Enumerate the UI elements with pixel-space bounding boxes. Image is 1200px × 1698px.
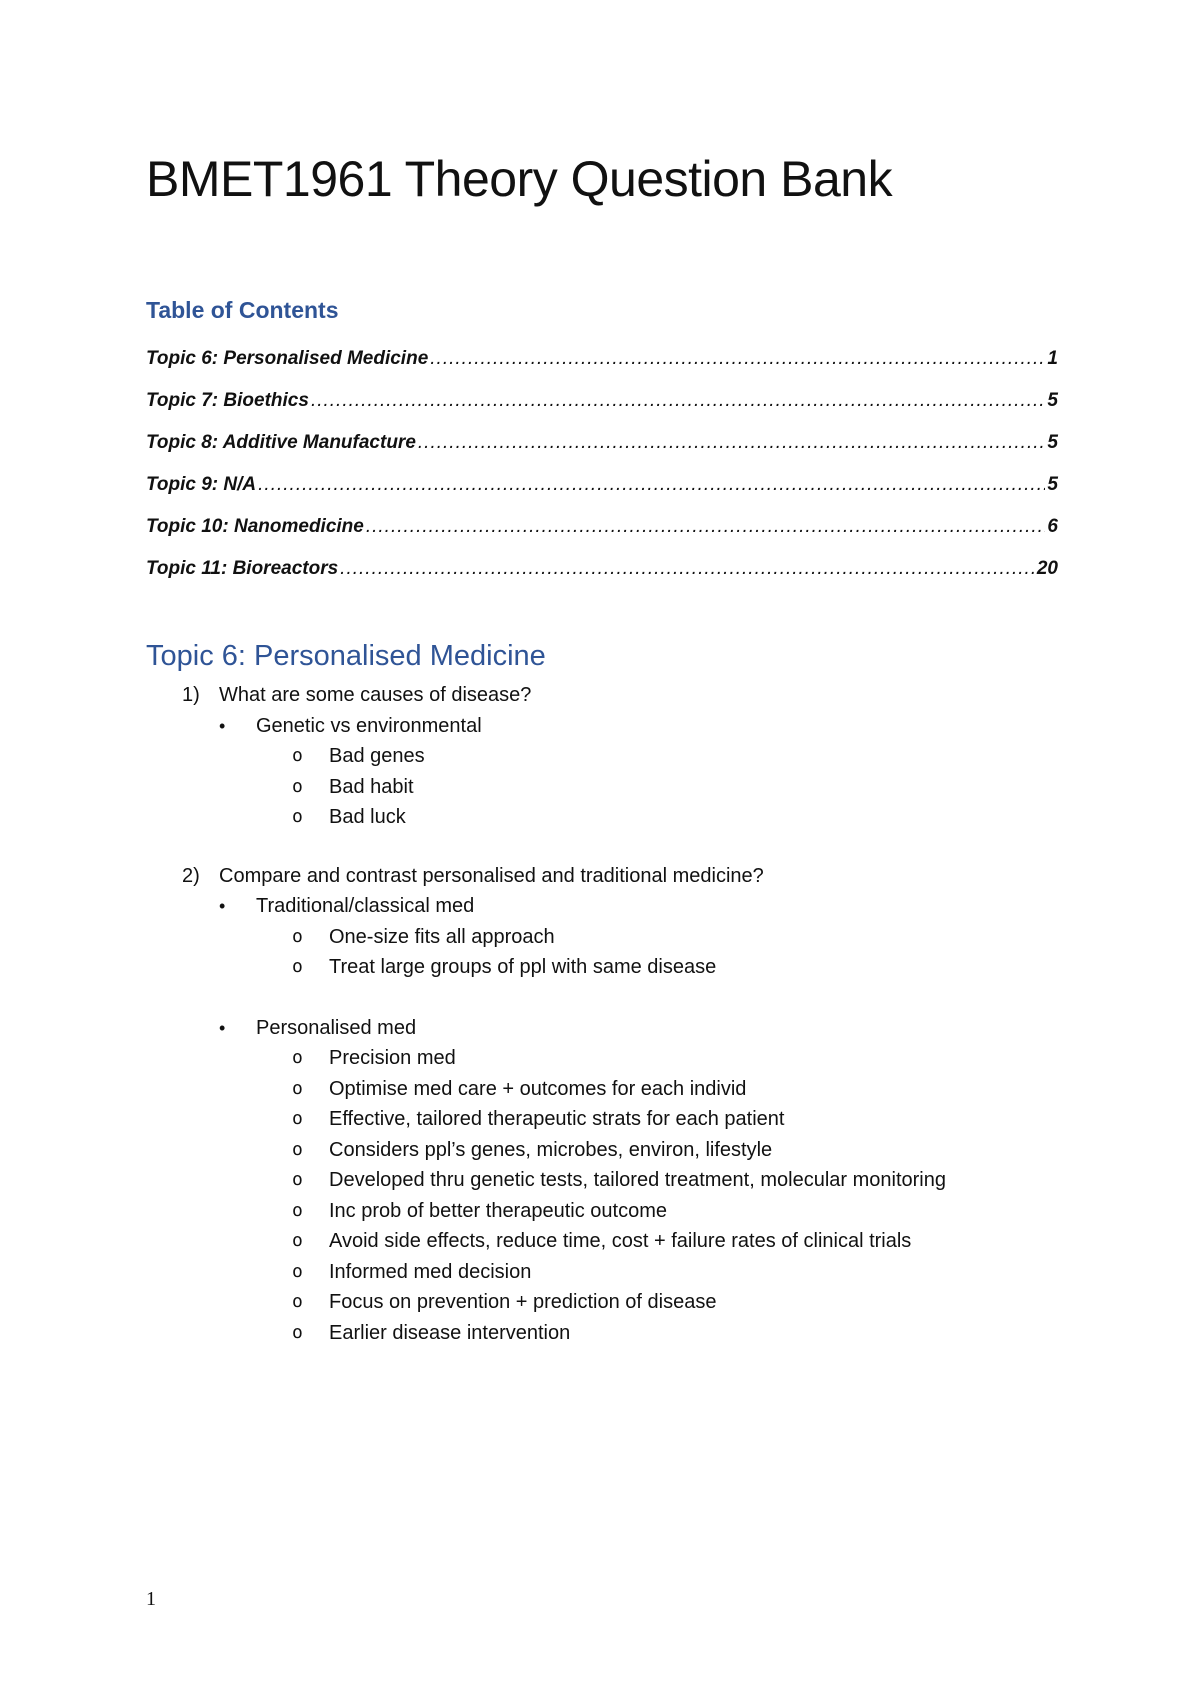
- sub-bullet-marker: o: [292, 745, 303, 766]
- sub-bullet-item: [146, 1104, 1076, 1135]
- toc-entry-label: Topic 8: Additive Manufacture: [146, 432, 416, 453]
- sub-bullet-text: Treat large groups of ppl with same disease: [329, 956, 717, 978]
- toc-entry[interactable]: [146, 558, 1058, 600]
- question-item: [146, 861, 1076, 1349]
- question-number: 1): [182, 684, 200, 706]
- toc-entry-label: Topic 9: N/A: [146, 474, 257, 495]
- sub-bullet-marker: o: [292, 775, 303, 797]
- sub-bullet-item: [146, 772, 1076, 803]
- toc-dot-leader: [418, 432, 1046, 454]
- sub-bullet-text: Effective, tailored therapeutic strats for each patient: [329, 1108, 785, 1130]
- sub-bullet-text: Bad genes: [329, 745, 425, 767]
- bullet-text: Genetic vs environmental: [256, 714, 482, 737]
- sub-bullet-marker: o: [292, 1047, 303, 1068]
- toc-entry[interactable]: [146, 516, 1058, 558]
- bullet-item: [146, 891, 1076, 983]
- sub-bullet-item: [146, 1196, 1076, 1227]
- sub-bullet-marker: o: [292, 1199, 303, 1221]
- sub-bullet-item: [146, 922, 1076, 953]
- sub-bullet-list: [146, 922, 1076, 983]
- bullet-text: Personalised med: [256, 1016, 417, 1039]
- toc-entry-label: Topic 7: Bioethics: [146, 390, 309, 411]
- toc-entry-page: 20: [1036, 558, 1058, 579]
- bullet-line: [146, 711, 1076, 742]
- question-line: [146, 680, 1076, 711]
- toc-entry-page: 5: [1047, 474, 1058, 495]
- bullet-item: [146, 711, 1076, 833]
- toc-entry-label: Topic 6: Personalised Medicine: [146, 348, 429, 369]
- bullet-item: [146, 1013, 1076, 1349]
- bullet-text: Traditional/classical med: [256, 895, 475, 917]
- table-of-contents: [146, 348, 1058, 600]
- sub-bullet-text: Inc prob of better therapeutic outcome: [329, 1199, 667, 1222]
- toc-entry[interactable]: [146, 348, 1058, 390]
- sub-bullet-item: [146, 802, 1076, 833]
- toc-dot-leader: [311, 390, 1045, 412]
- sub-bullet-marker: o: [292, 1260, 303, 1282]
- toc-entry-page: 5: [1047, 432, 1058, 453]
- sub-bullet-item: [146, 1257, 1076, 1288]
- bullet-line: [146, 891, 1076, 922]
- sub-bullet-item: [146, 1074, 1076, 1105]
- sub-bullet-marker: o: [292, 1077, 303, 1099]
- sub-bullet-text: Bad habit: [329, 775, 414, 798]
- sub-bullet-item: [146, 741, 1076, 772]
- question-line: [146, 861, 1076, 892]
- sub-bullet-item: [146, 1226, 1076, 1257]
- bullet-list: [146, 891, 1076, 1348]
- toc-entry[interactable]: [146, 390, 1058, 432]
- sub-bullet-item: [146, 1287, 1076, 1318]
- sub-bullet-marker: o: [292, 806, 303, 827]
- sub-bullet-text: Precision med: [329, 1047, 456, 1069]
- sub-bullet-marker: o: [292, 1230, 303, 1251]
- sub-bullet-item: [146, 1135, 1076, 1166]
- sub-bullet-text: Focus on prevention + prediction of disease: [329, 1291, 717, 1313]
- section-heading-topic-6: Topic 6: Personalised Medicine: [146, 640, 546, 672]
- sub-bullet-marker: o: [292, 956, 303, 977]
- bullet-line: [146, 1013, 1076, 1044]
- sub-bullet-item: [146, 1318, 1076, 1349]
- toc-entry[interactable]: [146, 432, 1058, 474]
- bullet-list: [146, 711, 1076, 833]
- bullet-marker: •: [219, 896, 226, 916]
- question-number: 2): [182, 864, 200, 887]
- toc-entry-label: Topic 11: Bioreactors: [146, 558, 339, 579]
- toc-entry[interactable]: [146, 474, 1058, 516]
- sub-bullet-item: [146, 1165, 1076, 1196]
- sub-bullet-item: [146, 1043, 1076, 1074]
- sub-bullet-text: Informed med decision: [329, 1260, 532, 1283]
- sub-bullet-marker: o: [292, 925, 303, 947]
- document-title: BMET1961 Theory Question Bank: [146, 151, 893, 207]
- sub-bullet-text: Considers ppl’s genes, microbes, environ, lifestyle: [329, 1138, 773, 1161]
- sub-bullet-list: [146, 741, 1076, 833]
- sub-bullet-marker: o: [292, 1321, 303, 1343]
- question-list: [146, 680, 1076, 1376]
- sub-bullet-text: Avoid side effects, reduce time, cost + failure rates of clinical trials: [329, 1230, 912, 1252]
- sub-bullet-text: Developed thru genetic tests, tailored treatment, molecular monitoring: [329, 1169, 946, 1191]
- footer-page-number: 1: [146, 1588, 156, 1610]
- question-text: Compare and contrast personalised and traditional medicine?: [219, 864, 764, 887]
- toc-entry-page: 5: [1047, 390, 1058, 411]
- toc-entry-page: 6: [1047, 516, 1058, 537]
- bullet-marker: •: [219, 715, 226, 736]
- toc-entry-page: 1: [1047, 348, 1058, 369]
- question-text: What are some causes of disease?: [219, 684, 532, 706]
- toc-dot-leader: [340, 558, 1035, 580]
- sub-bullet-text: One-size fits all approach: [329, 925, 555, 948]
- sub-bullet-marker: o: [292, 1138, 303, 1160]
- bullet-marker: •: [219, 1017, 226, 1038]
- sub-bullet-marker: o: [292, 1108, 303, 1129]
- sub-bullet-text: Bad luck: [329, 806, 406, 828]
- sub-bullet-marker: o: [292, 1291, 303, 1312]
- sub-bullet-text: Optimise med care + outcomes for each individ: [329, 1077, 747, 1100]
- question-item: [146, 680, 1076, 833]
- toc-entry-label: Topic 10: Nanomedicine: [146, 516, 364, 537]
- sub-bullet-item: [146, 952, 1076, 983]
- sub-bullet-marker: o: [292, 1169, 303, 1190]
- toc-heading: Table of Contents: [146, 297, 339, 323]
- toc-dot-leader: [366, 516, 1046, 538]
- sub-bullet-list: [146, 1043, 1076, 1348]
- sub-bullet-text: Earlier disease intervention: [329, 1321, 571, 1344]
- toc-dot-leader: [258, 474, 1045, 496]
- toc-dot-leader: [430, 348, 1045, 370]
